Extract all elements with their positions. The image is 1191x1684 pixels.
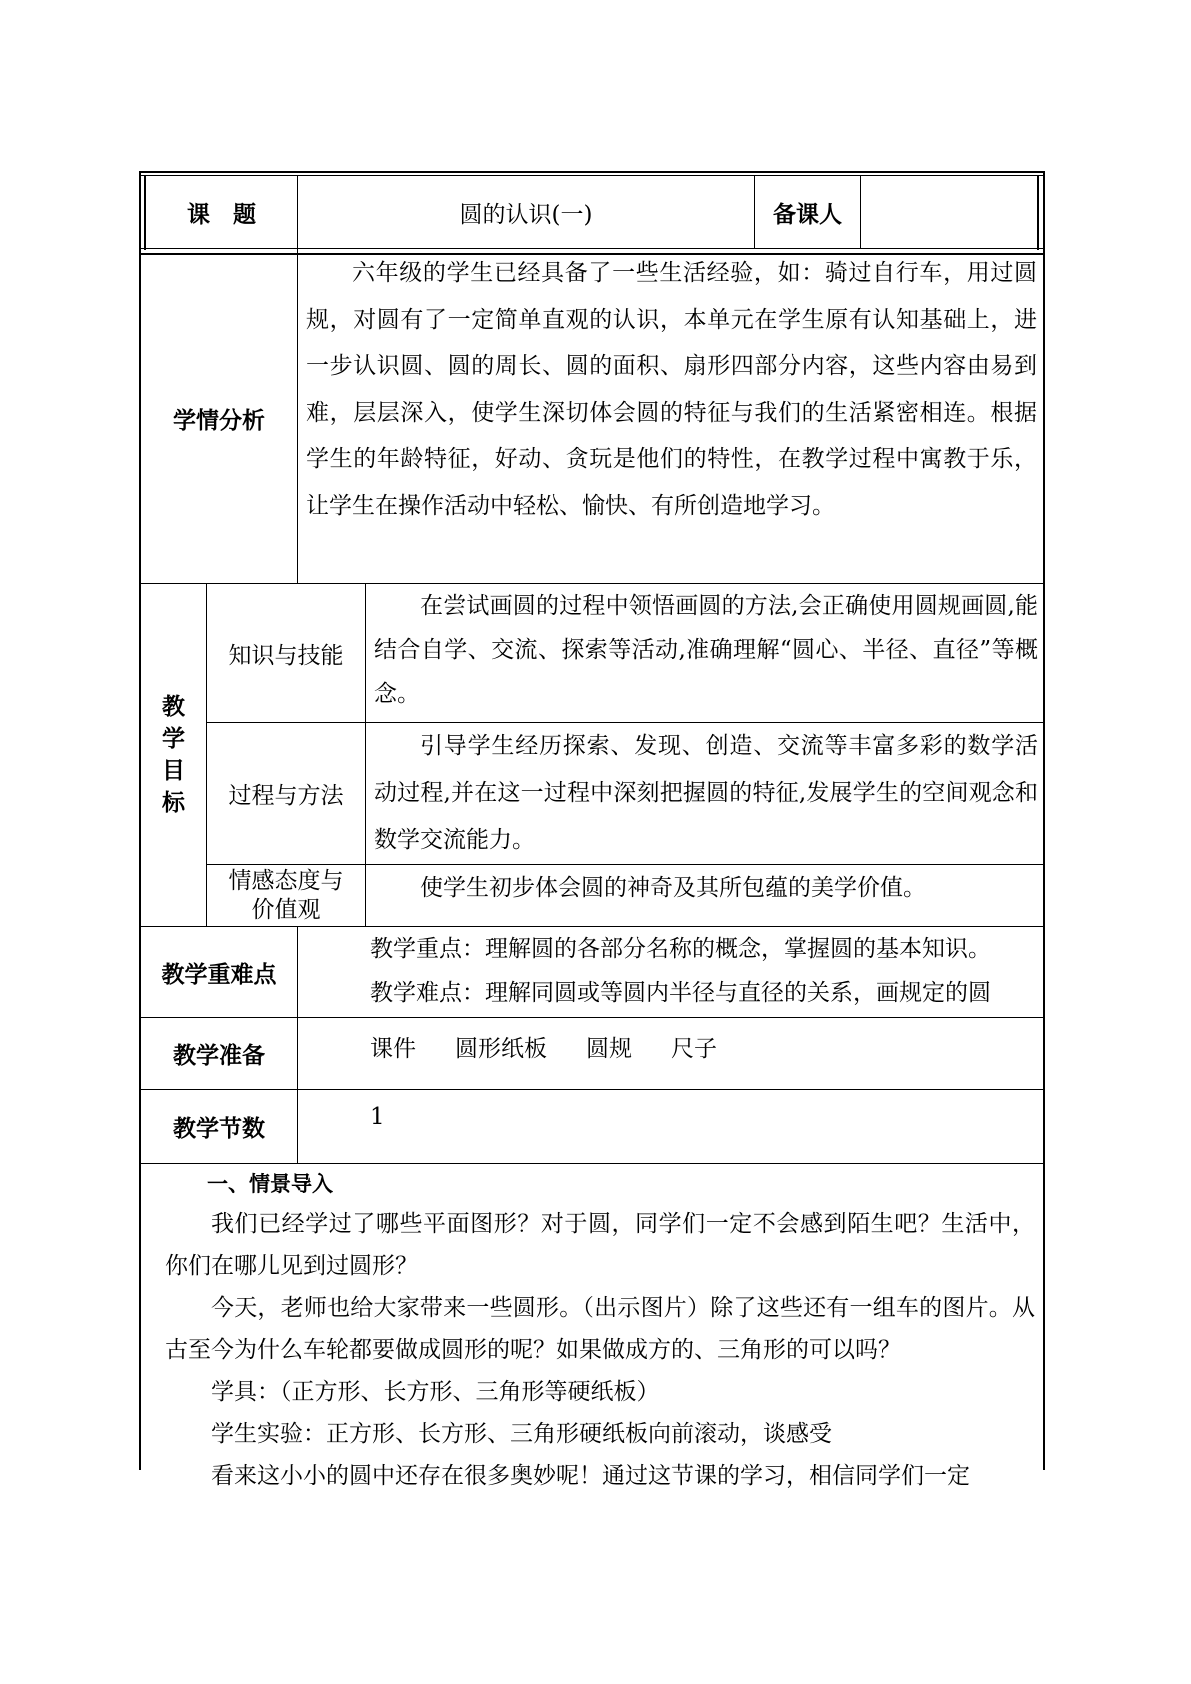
preparation-label: 教学准备: [173, 1043, 265, 1069]
preparer-value: [861, 176, 1037, 248]
divider: [139, 248, 1045, 249]
objectives-label-char: 教: [162, 694, 185, 720]
periods-value: 1: [370, 1104, 385, 1130]
student-analysis-label: 学情分析: [173, 408, 265, 434]
teaching-process: [165, 1165, 1035, 1489]
objective-process-label: 过程与方法: [228, 783, 344, 809]
process-paragraph: 学生实验：正方形、长方形、三角形硬纸板向前滚动，谈感受: [211, 1421, 832, 1447]
objective-attitude-label: [207, 865, 365, 926]
preparation-item: 尺子: [671, 1036, 717, 1062]
preparation-items: [370, 1030, 1038, 1070]
objective-process-text: 引导学生经历探索、发现、创造、交流等丰富多彩的数学活动过程,并在这一过程中深刻把握圆的特征,发展学生的空间观念和数学交流能力。: [374, 733, 1038, 853]
objective-attitude-label-line: 价值观: [251, 896, 321, 923]
process-heading: 一、情景导入: [207, 1172, 333, 1196]
process-paragraph: 我们已经学过了哪些平面图形？对于圆，同学们一定不会感到陌生吧？生活中，你们在哪儿见到过圆形？: [165, 1211, 1035, 1279]
objectives-label-char: 标: [162, 790, 185, 816]
process-paragraph: 今天，老师也给大家带来一些圆形。（出示图片）除了这些还有一组车的图片。从古至今为什么车轮都要做成圆形的呢？如果做成方的、三角形的可以吗？: [165, 1295, 1035, 1363]
objectives-label-char: 学: [162, 726, 185, 752]
key-points-content: [370, 927, 1038, 1017]
process-paragraph: 看来这小小的圆中还存在很多奥妙呢！通过这节课的学习，相信同学们一定: [211, 1463, 970, 1489]
key-point-difficulty: 教学难点：理解同圆或等圆内半径与直径的关系，画规定的圆: [370, 980, 991, 1006]
divider: [139, 1163, 1045, 1164]
student-analysis-text: 六年级的学生已经具备了一些生活经验，如：骑过自行车，用过圆规，对圆有了一定简单直观的认识，本单元在学生原有认知基础上，进一步认识圆、圆的周长、圆的面积、扇形四部分内容，这些内容由易到难，层层深入，使学生深切体会圆的特征与我们的生活紧密相连。根据学生的年龄特征，好动、贪玩是他们的特性，在教学过程中寓教于乐，让学生在操作活动中轻松、愉快、有所创造地学习。: [306, 260, 1037, 519]
process-paragraph: 学具：（正方形、长方形、三角形等硬纸板）: [211, 1379, 660, 1405]
key-points-label: 教学重难点: [161, 961, 277, 988]
preparer-label: 备课人: [773, 201, 842, 228]
objective-knowledge-label: 知识与技能: [228, 642, 344, 669]
objective-attitude-text: 使学生初步体会圆的神奇及其所包蕴的美学价值。: [420, 875, 926, 901]
divider: [297, 926, 298, 1163]
divider: [1037, 176, 1039, 250]
key-point-focus: 教学重点：理解圆的各部分名称的概念，掌握圆的基本知识。: [370, 936, 991, 962]
preparation-item: 圆规: [586, 1036, 632, 1062]
periods-label: 教学节数: [173, 1116, 265, 1142]
preparation-item: 课件: [370, 1036, 416, 1062]
divider: [365, 583, 366, 926]
topic-label: 课 题: [187, 201, 256, 228]
objectives-label-char: 目: [162, 758, 185, 784]
objective-knowledge-text: 在尝试画圆的过程中领悟画圆的方法,会正确使用圆规画圆,能结合自学、交流、探索等活动,准确理解“圆心、半径、直径”等概念。: [374, 593, 1038, 707]
objective-attitude-label-line: 情感态度与: [228, 867, 344, 894]
topic-value: 圆的认识(一): [459, 201, 593, 228]
objectives-label: [141, 584, 206, 926]
preparation-item: 圆形纸板: [455, 1036, 547, 1062]
